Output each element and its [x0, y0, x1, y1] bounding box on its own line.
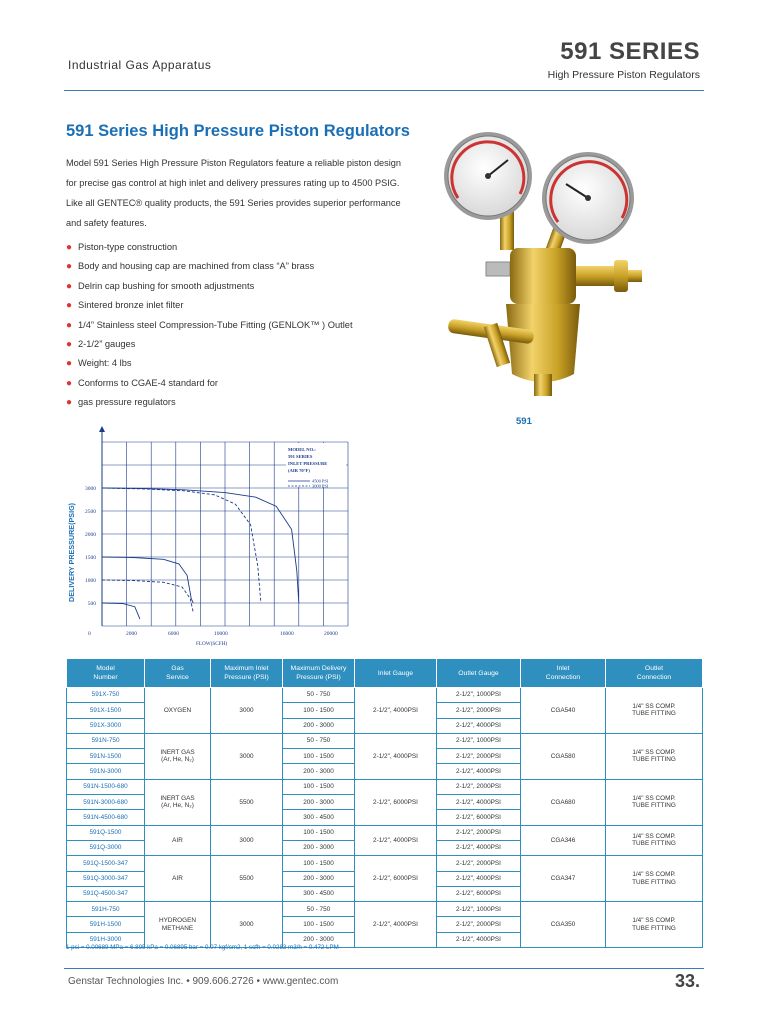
- x-tick-label: 6000: [168, 631, 179, 637]
- table-row: [67, 825, 703, 840]
- model-number-cell: 591Q-3000: [67, 840, 145, 855]
- legend-title: 591 SERIES: [288, 454, 313, 459]
- header-subtitle: High Pressure Piston Regulators: [547, 69, 700, 81]
- feature-text: 1/4” Stainless steel Compression-Tube Fitting (GENLOK™ ) Outlet: [78, 319, 353, 330]
- feature-item: [66, 277, 353, 296]
- max-delivery-cell: 100 - 1500: [283, 703, 355, 718]
- feature-item: [66, 238, 353, 257]
- model-number-cell: 591N-3000: [67, 764, 145, 779]
- flow-chart: [36, 426, 366, 651]
- outlet-gauge-cell: 2-1/2", 6000PSI: [437, 886, 521, 901]
- outlet-gauge-cell: 2-1/2", 4000PSI: [437, 932, 521, 947]
- model-number-cell: 591X-3000: [67, 718, 145, 733]
- legend-title: MODEL NO.:: [288, 447, 316, 452]
- header-divider: [64, 90, 704, 91]
- outlet-connection-cell: 1/4" SS COMP. TUBE FITTING: [606, 902, 703, 948]
- y-axis-label: DELIVERY PRESSURE(PSIG): [67, 502, 76, 602]
- gas-service-cell: HYDROGEN METHANE: [145, 902, 211, 948]
- legend-label: 3000 PSI: [312, 483, 329, 489]
- x-tick-label: 16000: [280, 631, 294, 637]
- model-number-cell: 591Q-4500-347: [67, 886, 145, 901]
- max-delivery-cell: 100 - 1500: [283, 917, 355, 932]
- max-delivery-cell: 100 - 1500: [283, 749, 355, 764]
- feature-text: gas pressure regulators: [78, 397, 176, 408]
- x-tick-label: 20000: [324, 631, 338, 637]
- max-delivery-cell: 300 - 4500: [283, 810, 355, 825]
- outlet-gauge-cell: 2-1/2", 1000PSI: [437, 733, 521, 748]
- table-row: [67, 688, 703, 703]
- model-number-cell: 591N-4500-680: [67, 810, 145, 825]
- table-row: [67, 733, 703, 748]
- max-inlet-cell: 3000: [211, 902, 283, 948]
- inlet-connection-cell: CGA580: [521, 733, 606, 779]
- max-delivery-cell: 100 - 1500: [283, 779, 355, 794]
- inlet-gauge-cell: 2-1/2", 4000PSI: [355, 902, 437, 948]
- max-delivery-cell: 50 - 750: [283, 902, 355, 917]
- footer-divider: [64, 968, 704, 969]
- x-tick-label: 0: [88, 631, 91, 637]
- feature-item: [66, 335, 353, 354]
- table-row: [67, 856, 703, 871]
- outlet-gauge-cell: 2-1/2", 4000PSI: [437, 764, 521, 779]
- y-tick-label: 3000: [85, 486, 96, 492]
- max-delivery-cell: 200 - 3000: [283, 795, 355, 810]
- outlet-connection-cell: 1/4" SS COMP. TUBE FITTING: [606, 688, 703, 734]
- model-number-cell: 591X-1500: [67, 703, 145, 718]
- feature-list: [66, 238, 353, 413]
- gas-service-cell: OXYGEN: [145, 688, 211, 734]
- inlet-connection-cell: CGA680: [521, 779, 606, 825]
- feature-item: [66, 354, 353, 373]
- bullet-icon: ●: [66, 280, 73, 292]
- outlet-gauge-cell: 2-1/2", 2000PSI: [437, 703, 521, 718]
- bullet-icon: ●: [66, 377, 73, 389]
- feature-text: Conforms to CGAE-4 standard for: [78, 377, 219, 388]
- gas-service-cell: AIR: [145, 856, 211, 902]
- y-tick-label: 1500: [85, 555, 96, 561]
- outlet-gauge-cell: 2-1/2", 2000PSI: [437, 917, 521, 932]
- column-header: Inlet Connection: [521, 659, 606, 688]
- x-axis-label: FLOW(SCFH): [196, 641, 228, 647]
- feature-item: [66, 296, 353, 315]
- model-number-cell: 591H-750: [67, 902, 145, 917]
- model-number-cell: 591Q-1500: [67, 825, 145, 840]
- x-tick-label: 10000: [214, 631, 228, 637]
- inlet-gauge-cell: 2-1/2", 4000PSI: [355, 825, 437, 856]
- y-tick-label: 1000: [85, 578, 96, 584]
- model-number-cell: 591N-1500: [67, 749, 145, 764]
- model-number-cell: 591N-750: [67, 733, 145, 748]
- model-number-cell: 591Q-3000-347: [67, 871, 145, 886]
- max-inlet-cell: 5500: [211, 779, 283, 825]
- outlet-gauge-cell: 2-1/2", 4000PSI: [437, 795, 521, 810]
- outlet-gauge-cell: 2-1/2", 6000PSI: [437, 810, 521, 825]
- intro-paragraph: Model 591 Series High Pressure Piston Regulators feature a reliable piston design for precise gas control at high inlet and delivery pressures rating up to 4500 PSIG. Like all GENTEC® quality products, the 591 Series provides superior performance and safety features.: [66, 158, 402, 228]
- outlet-gauge-cell: 2-1/2", 2000PSI: [437, 825, 521, 840]
- max-delivery-cell: 200 - 3000: [283, 764, 355, 779]
- series-line: [102, 488, 261, 603]
- legend-label: 4500 PSI: [312, 478, 329, 484]
- model-number-cell: 591H-3000: [67, 932, 145, 947]
- column-header: Outlet Connection: [606, 659, 703, 688]
- bullet-icon: ●: [66, 338, 73, 350]
- table-row: [67, 902, 703, 917]
- feature-text: Piston-type construction: [78, 242, 178, 252]
- bullet-icon: ●: [66, 261, 73, 273]
- column-header: Gas Service: [145, 659, 211, 688]
- outlet-gauge-cell: 2-1/2", 2000PSI: [437, 749, 521, 764]
- model-number-cell: 591N-1500-680: [67, 779, 145, 794]
- outlet-gauge-cell: 2-1/2", 4000PSI: [437, 871, 521, 886]
- inlet-connection-cell: CGA540: [521, 688, 606, 734]
- conversion-footnote: 1 psi = 0.00689 MPa = 6.895 kPa = 0.06895 bar = 0.07 kgf/cm2, 1 scfh = 0.0283 m3/h = 0.472 LPM: [66, 944, 339, 951]
- model-number-cell: 591N-3000-680: [67, 795, 145, 810]
- inlet-gauge-cell: 2-1/2", 6000PSI: [355, 856, 437, 902]
- column-header: Outlet Gauge: [437, 659, 521, 688]
- series-line: [102, 603, 140, 619]
- feature-text: Delrin cap bushing for smooth adjustments: [78, 280, 255, 291]
- outlet-connection-cell: 1/4" SS COMP. TUBE FITTING: [606, 733, 703, 779]
- y-tick-label: 2500: [85, 509, 96, 515]
- max-inlet-cell: 3000: [211, 733, 283, 779]
- y-axis-arrow: [99, 426, 105, 432]
- outlet-connection-cell: 1/4" SS COMP. TUBE FITTING: [606, 856, 703, 902]
- max-delivery-cell: 200 - 3000: [283, 718, 355, 733]
- legend-title: INLET PRESSURE: [288, 461, 328, 466]
- page-number: 33.: [674, 971, 700, 991]
- inlet-connection-cell: CGA350: [521, 902, 606, 948]
- column-header: Inlet Gauge: [355, 659, 437, 688]
- max-delivery-cell: 300 - 4500: [283, 886, 355, 901]
- regulator-product-image: [428, 128, 668, 418]
- outlet-gauge-cell: 2-1/2", 1000PSI: [437, 902, 521, 917]
- column-header: Maximum Inlet Pressure (PSI): [211, 659, 283, 688]
- outlet-connection-cell: 1/4" SS COMP. TUBE FITTING: [606, 779, 703, 825]
- outlet-gauge-cell: 2-1/2", 1000PSI: [437, 688, 521, 703]
- feature-text: Weight: 4 lbs: [78, 358, 132, 369]
- table-row: [67, 779, 703, 794]
- model-number-cell: 591Q-1500-347: [67, 856, 145, 871]
- feature-text: 2-1/2” gauges: [78, 338, 136, 349]
- outlet-gauge-cell: 2-1/2", 2000PSI: [437, 779, 521, 794]
- feature-item: [66, 393, 353, 412]
- max-delivery-cell: 100 - 1500: [283, 856, 355, 871]
- model-number-cell: 591X-750: [67, 688, 145, 703]
- bullet-icon: ●: [66, 300, 73, 312]
- outlet-connection-cell: 1/4" SS COMP. TUBE FITTING: [606, 825, 703, 856]
- gas-service-cell: AIR: [145, 825, 211, 856]
- outlet-gauge-cell: 2-1/2", 2000PSI: [437, 856, 521, 871]
- feature-item: [66, 316, 353, 335]
- inlet-connection-cell: CGA347: [521, 856, 606, 902]
- spec-table: [66, 658, 703, 948]
- feature-item: [66, 374, 353, 393]
- max-delivery-cell: 100 - 1500: [283, 825, 355, 840]
- gas-service-cell: INERT GAS (Ar, He, N₂): [145, 779, 211, 825]
- product-label: 591: [516, 416, 532, 427]
- max-inlet-cell: 3000: [211, 825, 283, 856]
- bullet-icon: ●: [66, 242, 73, 253]
- max-delivery-cell: 50 - 750: [283, 733, 355, 748]
- feature-item: [66, 257, 353, 276]
- header-series-title: 591 SERIES: [560, 38, 700, 65]
- max-delivery-cell: 200 - 3000: [283, 871, 355, 886]
- inlet-gauge-cell: 2-1/2", 6000PSI: [355, 779, 437, 825]
- inlet-gauge-cell: 2-1/2", 4000PSI: [355, 733, 437, 779]
- column-header: Maximum Delivery Pressure (PSI): [283, 659, 355, 688]
- header-section-title: Industrial Gas Apparatus: [68, 58, 212, 72]
- legend-title: (AIR 70°F): [288, 468, 310, 473]
- max-delivery-cell: 50 - 750: [283, 688, 355, 703]
- bullet-icon: ●: [66, 397, 73, 409]
- footer-contact: Genstar Technologies Inc. • 909.606.2726 • www.gentec.com: [68, 976, 339, 987]
- feature-text: Sintered bronze inlet filter: [78, 300, 184, 311]
- model-number-cell: 591H-1500: [67, 917, 145, 932]
- max-delivery-cell: 200 - 3000: [283, 840, 355, 855]
- max-inlet-cell: 5500: [211, 856, 283, 902]
- max-delivery-cell: 200 - 3000: [283, 932, 355, 947]
- gas-service-cell: INERT GAS (Ar, He, N₂): [145, 733, 211, 779]
- series-line: [102, 580, 193, 612]
- max-inlet-cell: 3000: [211, 688, 283, 734]
- outlet-gauge-cell: 2-1/2", 4000PSI: [437, 840, 521, 855]
- bullet-icon: ●: [66, 358, 73, 370]
- y-tick-label: 2000: [85, 532, 96, 538]
- page-title: 591 Series High Pressure Piston Regulators: [66, 122, 410, 140]
- column-header: Model Number: [67, 659, 145, 688]
- outlet-gauge-cell: 2-1/2", 4000PSI: [437, 718, 521, 733]
- feature-text: Body and housing cap are machined from class “A” brass: [78, 261, 315, 272]
- bullet-icon: ●: [66, 319, 73, 331]
- inlet-gauge-cell: 2-1/2", 4000PSI: [355, 688, 437, 734]
- inlet-connection-cell: CGA346: [521, 825, 606, 856]
- spec-table-header: [67, 659, 703, 688]
- y-tick-label: 500: [87, 601, 96, 607]
- x-tick-label: 2000: [126, 631, 137, 637]
